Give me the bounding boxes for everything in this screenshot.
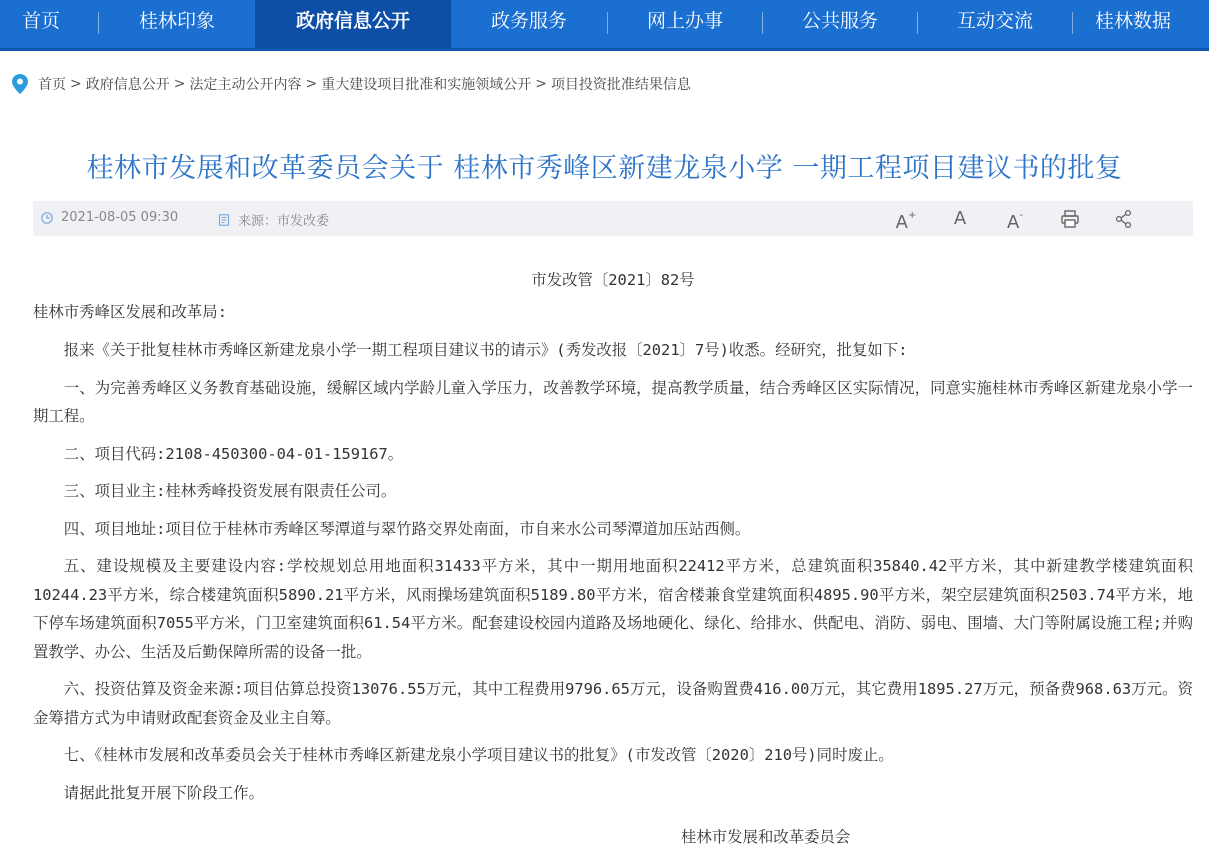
document-paragraph: 一、为完善秀峰区义务教育基础设施，缓解区域内学龄儿童入学压力，改善教学环境，提高教学质量，结合秀峰区区实际情况，同意实施桂林市秀峰区新建龙泉小学一期工程。 (33, 378, 1193, 425)
document-signature: 桂林市发展和改革委员会 (681, 828, 851, 846)
document-paragraph: 七、《桂林市发展和改革委员会关于桂林市秀峰区新建龙泉小学项目建议书的批复》(市发改管〔2020〕210号)同时废止。 (63, 746, 894, 764)
font-normal-label: A (953, 208, 967, 229)
nav-item-interaction[interactable]: 互动交流 (956, 10, 1033, 32)
article-meta-bar (33, 201, 1193, 236)
breadcrumb-separator: > (70, 76, 82, 92)
font-increase-label: A (895, 212, 908, 233)
document-paragraph: 五、建设规模及主要建设内容:学校规划总用地面积31433平方米，其中一期用地面积22412平方米，总建筑面积35840.42平方米，其中新建教学楼建筑面积10244.23平方米，综合楼建筑面积5890.21平方米，风雨操场建筑面积5189.80平方米，宿舍楼兼食堂建筑面积4895.90平方米，架空层建筑面积2503.74平方米，地下停车场建筑面积7055平方米，门卫室建筑面积61.54平方米。配套建设校园内道路及场地硬化、绿化、给排水、供配电、消防、弱电、围墙、大门等附属设施工程;并购置教学、办公、生活及后勤保障所需的设备一批。 (33, 557, 1193, 661)
print-button[interactable] (1057, 207, 1083, 231)
printer-icon (1060, 209, 1080, 229)
publish-date-text: 2021-08-05 09:30 (61, 210, 179, 225)
top-navigation-bar (0, 0, 1209, 51)
breadcrumb-gov-info[interactable]: 政府信息公开 (85, 77, 170, 93)
nav-item-online-affairs[interactable]: 网上办事 (646, 10, 723, 32)
clock-icon (41, 212, 53, 224)
document-paragraph: 三、项目业主:桂林秀峰投资发展有限责任公司。 (63, 482, 397, 500)
location-pin-icon (12, 74, 28, 94)
document-icon (218, 214, 230, 226)
document-paragraph: 报来《关于批复桂林市秀峰区新建龙泉小学一期工程项目建议书的请示》(秀发改报〔2021〕7号)收悉。经研究，批复如下: (63, 341, 908, 359)
nav-item-gov-info-disclosure[interactable]: 政府信息公开 (255, 0, 451, 48)
document-addressee: 桂林市秀峰区发展和改革局: (33, 303, 227, 321)
nav-item-guilin-data[interactable]: 桂林数据 (1095, 10, 1172, 32)
breadcrumb (12, 73, 691, 95)
document-paragraph: 六、投资估算及资金来源:项目估算总投资13076.55万元，其中工程费用9796.65万元，设备购置费416.00万元，其它费用1895.27万元，预备费968.63万元。资金筹措方式为申请财政配套资金及业主自筹。 (33, 680, 1193, 727)
nav-item-public-services[interactable]: 公共服务 (801, 10, 878, 32)
article-source-text: 来源：市发改委 (238, 214, 330, 229)
document-body (33, 262, 1193, 846)
breadcrumb-home[interactable]: 首页 (38, 77, 66, 93)
font-decrease-label: A (1007, 212, 1020, 233)
nav-item-guilin-impression[interactable]: 桂林印象 (138, 10, 215, 32)
font-increase-button[interactable] (893, 207, 919, 231)
plus-icon: + (907, 210, 917, 221)
breadcrumb-separator: > (535, 76, 547, 92)
breadcrumb-major-projects[interactable]: 重大建设项目批准和实施领域公开 (321, 77, 532, 93)
minus-icon: - (1019, 210, 1023, 221)
font-decrease-button[interactable] (1002, 207, 1028, 231)
article-source (218, 210, 329, 229)
breadcrumb-approval-results[interactable]: 项目投资批准结果信息 (550, 77, 691, 93)
breadcrumb-separator: > (173, 76, 186, 92)
document-paragraph: 请据此批复开展下阶段工作。 (63, 783, 264, 802)
breadcrumb-statutory[interactable]: 法定主动公开内容 (189, 77, 302, 93)
nav-item-home[interactable]: 首页 (21, 10, 60, 32)
publish-date (41, 210, 178, 225)
share-icon (1114, 209, 1134, 229)
share-button[interactable] (1111, 207, 1137, 231)
document-number: 市发改管〔2021〕82号 (531, 271, 695, 289)
document-paragraph: 二、项目代码:2108-450300-04-01-159167。 (63, 444, 404, 463)
nav-item-gov-services[interactable]: 政务服务 (490, 10, 567, 32)
font-normal-button[interactable] (947, 207, 973, 231)
breadcrumb-separator: > (305, 76, 318, 92)
document-paragraph: 四、项目地址:项目位于桂林市秀峰区琴潭道与翠竹路交界处南面，市自来水公司琴潭道加压站西侧。 (63, 519, 751, 538)
article-title: 桂林市发展和改革委员会关于 桂林市秀峰区新建龙泉小学 一期工程项目建议书的批复 (86, 153, 1123, 185)
